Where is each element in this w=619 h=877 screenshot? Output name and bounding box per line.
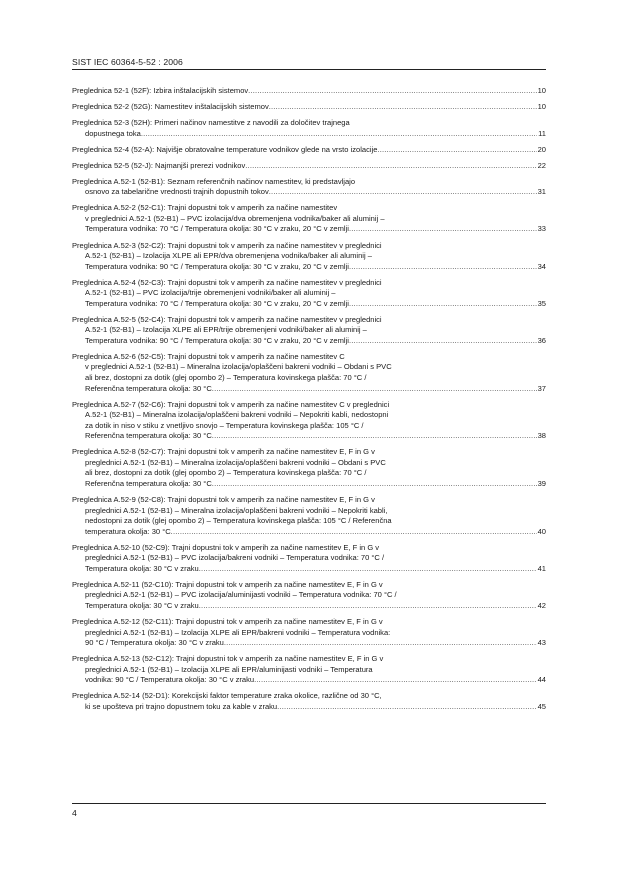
toc-entry-text: preglednici A.52-1 (52-B1) – Mineralna izolacija/oplaščeni bakreni vodniki – Obdani s PVC — [85, 457, 386, 467]
toc-entry-continuation-line — [72, 638, 546, 649]
toc-entry-continuation-line — [72, 262, 546, 273]
toc-entry-continuation-line — [72, 373, 546, 384]
toc-page-number: 20 — [537, 144, 546, 154]
toc-page-number: 40 — [537, 526, 546, 536]
toc-entry-title-line — [72, 177, 546, 188]
toc-entry-text: ali brez, dostopni za dotik (glej opombo 2) – Temperatura kovinskega plašča: 70 °C / — [85, 373, 367, 383]
toc-entry-text: v preglednici A.52-1 (52-B1) – PVC izolacija/dva obremenjena vodnika/baker ali aluminij – — [85, 213, 385, 223]
toc-dot-leader — [212, 384, 537, 395]
toc-entry-text: Preglednica 52-4 (52-A): Najvišje obratovalne temperature vodnikov glede na vrsto izolacije — [72, 144, 378, 154]
toc-entry-text: Preglednica A.52-3 (52-C2): Trajni dopustni tok v amperih za načine namestitev v preglednici — [72, 240, 382, 250]
toc-entry[interactable] — [72, 161, 546, 172]
toc-entry-text: Referenčna temperatura okolja: 30 °C — [85, 478, 212, 488]
toc-entry[interactable] — [72, 241, 546, 273]
toc-entry-text: Preglednica A.52-12 (52-C11): Trajni dopustni tok v amperih za načine namestitev E, F in G v — [72, 616, 383, 626]
toc-entry-text: 90 °C / Temperatura okolja: 30 °C v zraku — [85, 638, 224, 648]
toc-entry-text: osnovo za tabelarične vrednosti trajnih dopustnih tokov — [85, 187, 269, 197]
toc-entry-text: Preglednica A.52-5 (52-C4): Trajni dopustni tok v amperih za načine namestitev v preglednici — [72, 314, 382, 324]
toc-entry-continuation-line — [72, 516, 546, 527]
toc-entry-continuation-line — [72, 325, 546, 336]
toc-entry-title-line — [72, 543, 546, 554]
toc-entry-text: Preglednica A.52-4 (52-C3): Trajni dopustni tok v amperih za načine namestitev v preglednici — [72, 277, 382, 287]
toc-entry-text: Preglednica 52-2 (52G): Namestitev inštalacijskih sistemov — [72, 102, 269, 112]
toc-page-number: 38 — [537, 431, 546, 441]
toc-entry[interactable] — [72, 447, 546, 489]
toc-entry-title-line — [72, 654, 546, 665]
toc-entry-continuation-line — [72, 628, 546, 639]
toc-dot-leader — [224, 638, 537, 649]
toc-entry-continuation-line — [72, 224, 546, 235]
toc-entry-title-line — [72, 86, 546, 97]
toc-entry[interactable] — [72, 617, 546, 649]
toc-entry[interactable] — [72, 86, 546, 97]
toc-entry-continuation-line — [72, 564, 546, 575]
toc-entry-text: v preglednici A.52-1 (52-B1) – Mineralna izolacija/oplaščeni bakreni vodniki – Obdani s PVC — [85, 362, 392, 372]
toc-entry-text: vodnika: 90 °C / Temperatura okolja: 30 °C v zraku — [85, 675, 255, 685]
toc-page-number: 41 — [537, 563, 546, 573]
toc-dot-leader — [269, 187, 537, 198]
toc-entry[interactable] — [72, 118, 546, 139]
toc-entry-title-line — [72, 580, 546, 591]
toc-entry-text: A.52-1 (52-B1) – Izolacija XLPE ali EPR/trije obremenjeni vodniki/baker ali aluminij – — [85, 325, 367, 335]
toc-entry-continuation-line — [72, 362, 546, 373]
toc-entry-continuation-line — [72, 702, 546, 713]
toc-entry-continuation-line — [72, 590, 546, 601]
toc-entry-continuation-line — [72, 410, 546, 421]
toc-entry-text: dopustnega toka — [85, 128, 141, 138]
toc-entry-text: Preglednica A.52-11 (52-C10): Trajni dopustni tok v amperih za načine namestitev E, F in G v — [72, 579, 383, 589]
toc-entry-text: Preglednica 52-1 (52F): Izbira inštalacijskih sistemov — [72, 86, 249, 95]
toc-entry-text: A.52-1 (52-B1) – Izolacija XLPE ali EPR/dva obremenjena vodnika/baker ali aluminij – — [85, 251, 372, 261]
toc-entry-title-line — [72, 447, 546, 458]
toc-entry-continuation-line — [72, 458, 546, 469]
toc-dot-leader — [349, 262, 537, 273]
toc-page-number: 10 — [537, 86, 546, 95]
toc-entry-text: Preglednica A.52-9 (52-C8): Trajni dopustni tok v amperih za načine namestitev E, F in G v — [72, 495, 375, 504]
toc-entry-text: Preglednica A.52-6 (52-C5): Trajni dopustni tok v amperih za načine namestitev C — [72, 351, 345, 361]
toc-entry-text: Preglednica A.52-8 (52-C7): Trajni dopustni tok v amperih za načine namestitev E, F in G v — [72, 447, 375, 457]
toc-entry[interactable] — [72, 400, 546, 442]
toc-page-number: 22 — [537, 160, 546, 170]
toc-page-number: 10 — [537, 102, 546, 112]
toc-entry-continuation-line — [72, 665, 546, 676]
toc-dot-leader — [269, 102, 537, 113]
toc-page-number: 45 — [537, 701, 546, 711]
toc-dot-leader — [141, 129, 537, 140]
toc-entry-text: Preglednica 52-3 (52H): Primeri načinov namestitve z navodili za določitev trajnega — [72, 118, 350, 128]
toc-entry-continuation-line — [72, 431, 546, 442]
toc-entry-text: A.52-1 (52-B1) – Mineralna izolacija/oplaščeni bakreni vodniki – Nepokriti kabli, nedostopni — [85, 410, 389, 420]
toc-entry-text: preglednici A.52-1 (52-B1) – PVC izolacija/bakreni vodniki – Temperatura vodnika: 70 °C / — [85, 553, 385, 563]
toc-page-number: 31 — [537, 187, 546, 197]
toc-entry[interactable] — [72, 278, 546, 310]
toc-entry[interactable] — [72, 691, 546, 712]
toc-dot-leader — [171, 527, 537, 538]
toc-entry-text: Temperatura vodnika: 90 °C / Temperatura okolja: 30 °C v zraku, 20 °C v zemlji — [85, 261, 349, 271]
toc-entry-text: A.52-1 (52-B1) – PVC izolacija/trije obremenjeni vodniki/baker ali aluminij – — [85, 288, 336, 298]
toc-page-number: 43 — [537, 638, 546, 648]
toc-entry-text: Temperatura okolja: 30 °C v zraku — [85, 600, 199, 610]
toc-entry-title-line — [72, 241, 546, 252]
toc-entry-text: Preglednica A.52-1 (52-B1): Seznam referenčnih načinov namestitev, ki predstavljajo — [72, 176, 356, 186]
toc-entry[interactable] — [72, 543, 546, 575]
toc-dot-leader — [277, 702, 536, 713]
toc-entry-text: Preglednica A.52-10 (52-C9): Trajni dopustni tok v amperih za načine namestitev E, F in G v — [72, 542, 380, 552]
toc-page-number: 35 — [537, 298, 546, 308]
toc-entry[interactable] — [72, 203, 546, 235]
toc-entry-text: Temperatura vodnika: 70 °C / Temperatura okolja: 30 °C v zraku, 20 °C v zemlji — [85, 224, 349, 234]
toc-entry-text: temperatura okolja: 30 °C — [85, 526, 171, 536]
toc-entry-title-line — [72, 118, 546, 129]
toc-entry-title-line — [72, 617, 546, 628]
toc-entry-title-line — [72, 315, 546, 326]
toc-entry-continuation-line — [72, 129, 546, 140]
toc-entry-continuation-line — [72, 506, 546, 517]
toc-dot-leader — [349, 224, 537, 235]
toc-entry-continuation-line — [72, 675, 546, 686]
toc-entry-text: ali brez, dostopni za dotik (glej opombo 2) – Temperatura kovinskega plašča: 70 °C / — [85, 468, 367, 478]
toc-dot-leader — [212, 431, 537, 442]
toc-entry-continuation-line — [72, 421, 546, 432]
toc-entry-text: Preglednica 52-5 (52-J): Najmanjši prerezi vodnikov — [72, 160, 246, 170]
toc-entry-text: Preglednica A.52-7 (52-C6): Trajni dopustni tok v amperih za načine namestitev C v preglednici — [72, 399, 390, 409]
toc-entry-text: preglednici A.52-1 (52-B1) – Izolacija XLPE ali EPR/aluminijasti vodniki – Temperatura — [85, 664, 373, 674]
toc-entry-text: za dotik in niso v stiku z vnetljivo snovjo – Temperatura kovinskega plašča: 105 °C / — [85, 420, 364, 430]
toc-dot-leader — [349, 299, 537, 310]
header-rule — [72, 69, 546, 70]
toc-dot-leader — [254, 675, 537, 686]
toc-entry-continuation-line — [72, 527, 546, 538]
toc-entry-text: Preglednica A.52-14 (52-D1): Korekcijski faktor temperature zraka okolice, različne od 30 °C, — [72, 691, 382, 701]
toc-entry-continuation-line — [72, 468, 546, 479]
page-number: 4 — [72, 808, 77, 818]
toc-entry-title-line — [72, 161, 546, 172]
toc-dot-leader — [377, 145, 536, 156]
toc-entry-title-line — [72, 203, 546, 214]
toc-entry[interactable] — [72, 654, 546, 686]
toc-page-number: 11 — [538, 128, 546, 138]
toc-entry-title-line — [72, 495, 546, 506]
toc-page-number: 44 — [537, 675, 546, 685]
toc-dot-leader — [248, 86, 536, 97]
toc-dot-leader — [245, 161, 536, 172]
toc-entry-text: Temperatura vodnika: 90 °C / Temperatura okolja: 30 °C v zraku, 20 °C v zemlji — [85, 335, 349, 345]
toc-entry-continuation-line — [72, 214, 546, 225]
toc-entry-continuation-line — [72, 187, 546, 198]
toc-entry-continuation-line — [72, 384, 546, 395]
toc-entry-continuation-line — [72, 601, 546, 612]
toc-dot-leader — [212, 479, 537, 490]
toc-entry-text: Temperatura okolja: 30 °C v zraku — [85, 563, 199, 573]
table-of-contents-list — [72, 86, 546, 718]
toc-entry-continuation-line — [72, 479, 546, 490]
toc-entry-text: preglednici A.52-1 (52-B1) – Mineralna izolacija/oplaščeni bakreni vodniki – Nepokriti kabli, — [85, 505, 388, 515]
toc-page-number: 37 — [537, 383, 546, 393]
toc-entry-title-line — [72, 102, 546, 113]
toc-page-number: 36 — [537, 335, 546, 345]
toc-entry-title-line — [72, 145, 546, 156]
toc-entry-continuation-line — [72, 553, 546, 564]
toc-entry[interactable] — [72, 580, 546, 612]
toc-entry[interactable] — [72, 145, 546, 156]
toc-entry-title-line — [72, 691, 546, 702]
toc-entry-text: nedostopni za dotik (glej opombo 2) – Temperatura kovinskega plašča: 105 °C / Referenčna — [85, 516, 392, 526]
toc-entry-text: Preglednica A.52-13 (52-C12): Trajni dopustni tok v amperih za načine namestitev E, F in G v — [72, 654, 384, 664]
toc-entry-text: preglednici A.52-1 (52-B1) – Izolacija XLPE ali EPR/bakreni vodniki – Temperatura vodnika: — [85, 627, 391, 637]
toc-entry[interactable] — [72, 102, 546, 113]
toc-page-number: 39 — [537, 478, 546, 488]
toc-entry[interactable] — [72, 177, 546, 198]
toc-entry-title-line — [72, 278, 546, 289]
toc-entry-text: preglednici A.52-1 (52-B1) – PVC izolacija/aluminijasti vodniki – Temperatura vodnika: 70 °C / — [85, 590, 397, 600]
toc-entry-continuation-line — [72, 288, 546, 299]
toc-entry[interactable] — [72, 495, 546, 537]
toc-entry-text: Preglednica A.52-2 (52-C1): Trajni dopustni tok v amperih za načine namestitev — [72, 203, 338, 213]
toc-entry-text: Referenčna temperatura okolja: 30 °C — [85, 383, 212, 393]
toc-page-number: 34 — [537, 261, 546, 271]
toc-entry-text: Temperatura vodnika: 70 °C / Temperatura okolja: 30 °C v zraku, 20 °C v zemlji — [85, 298, 349, 308]
toc-entry[interactable] — [72, 352, 546, 394]
toc-entry-continuation-line — [72, 336, 546, 347]
footer-rule — [72, 803, 546, 804]
toc-dot-leader — [199, 564, 537, 575]
toc-entry-text: Referenčna temperatura okolja: 30 °C — [85, 431, 212, 441]
toc-entry-text: ki se upošteva pri trajno dopustnem toku za kable v zraku — [85, 701, 278, 711]
toc-entry-title-line — [72, 400, 546, 411]
toc-page-number: 42 — [537, 600, 546, 610]
toc-entry-title-line — [72, 352, 546, 363]
toc-entry-continuation-line — [72, 299, 546, 310]
toc-dot-leader — [199, 601, 537, 612]
toc-entry-continuation-line — [72, 251, 546, 262]
toc-dot-leader — [349, 336, 537, 347]
toc-entry[interactable] — [72, 315, 546, 347]
document-header: SIST IEC 60364-5-52 : 2006 — [72, 57, 183, 67]
toc-page-number: 33 — [537, 224, 546, 234]
